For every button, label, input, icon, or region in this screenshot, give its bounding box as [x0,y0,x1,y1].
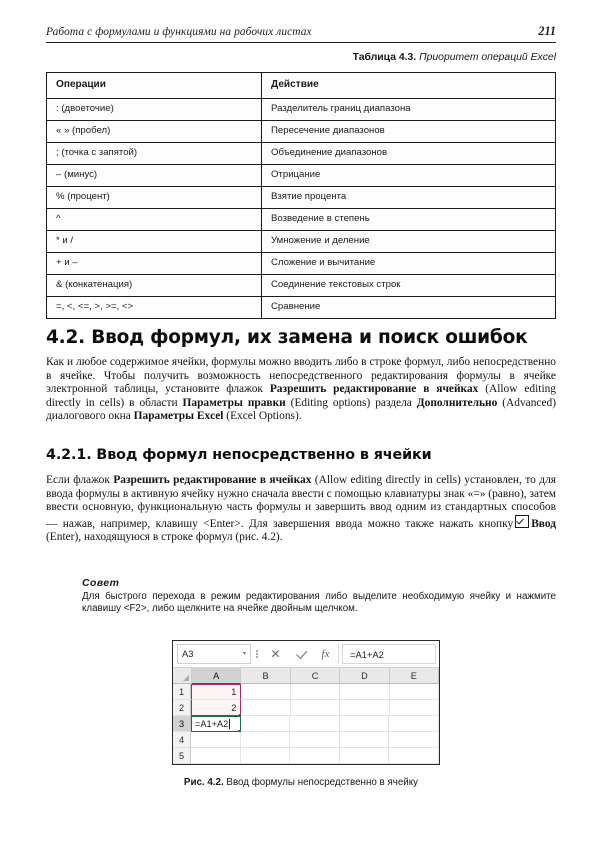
subsection-heading: 4.2.1. Ввод формул непосредственно в ячейки [46,447,432,463]
par-bold-term: Параметры правки [182,396,286,409]
cell-a5[interactable] [191,748,241,764]
cell-a3-active[interactable] [191,716,241,732]
row-header-4[interactable]: 4 [173,732,191,748]
enter-check-icon [515,515,529,528]
cell-e4[interactable] [389,732,439,748]
figure-caption-number: Рис. 4.2. [183,777,224,788]
cell-a3-value: =A1+A2 [195,719,229,729]
cell-operation: * и / [47,231,262,253]
check-icon [296,648,307,659]
table-row [47,187,556,209]
formula-bar-buttons [263,644,339,664]
cancel-button[interactable] [263,644,288,664]
cell-c2[interactable] [291,700,340,716]
figure-caption [46,777,556,788]
excel-screenshot-figure [172,640,440,765]
select-all-corner[interactable] [173,668,192,684]
table-row [47,297,556,319]
chevron-down-icon[interactable]: ▾ [242,651,246,657]
cell-action: Отрицание [262,165,556,187]
cell-b1[interactable] [241,684,290,700]
figure-caption-text: Ввод формулы непосредственно в ячейку [223,777,419,788]
table-header-row [47,73,556,99]
cell-d5[interactable] [340,748,390,764]
cell-action: Умножение и деление [262,231,556,253]
subsection-paragraph [46,474,556,545]
par-bold-term: Разрешить редактирование в ячейках [113,474,312,486]
cell-action: Соединение текстовых строк [262,275,556,297]
grid-row-4 [173,732,439,748]
section-paragraph [46,356,556,424]
cell-operation: – (минус) [47,165,262,187]
column-header-e[interactable]: E [390,668,439,684]
grid-row-5 [173,748,439,764]
cell-d4[interactable] [340,732,390,748]
cell-action: Сравнение [262,297,556,319]
column-header-d[interactable]: D [340,668,389,684]
grid-row-2 [173,700,439,716]
cell-action: Взятие процента [262,187,556,209]
tip-title: Совет [82,578,120,589]
formula-bar [173,641,439,668]
table-row [47,99,556,121]
table-row [47,121,556,143]
name-box-value: A3 [182,649,194,659]
grid-row-1 [173,684,439,700]
name-box[interactable] [177,644,251,664]
column-header-action: Действие [262,73,556,99]
cell-c3[interactable] [290,716,340,732]
row-header-1[interactable]: 1 [173,684,191,700]
column-header-b[interactable]: B [241,668,290,684]
cell-b3[interactable] [241,716,291,732]
table-caption-number: Таблица 4.3. [352,52,417,63]
table-row [47,165,556,187]
cell-c5[interactable] [290,748,340,764]
par-text: (Advanced) диалогового окна [46,396,556,423]
cell-operation: + и – [47,253,262,275]
cell-d1[interactable] [340,684,389,700]
table-row [47,209,556,231]
grid-row-3 [173,716,439,732]
cell-b2[interactable] [241,700,290,716]
par-text: Как и любое содержимое ячейки, формулы можно вводить либо в строке формул, либо непосредственно в ячейке. Чтобы получить возможность непосредственного редактирования формулы в ячейке электронной таблицы, установите флажок [46,356,556,396]
operator-priority-table [46,72,556,319]
row-header-5[interactable]: 5 [173,748,191,764]
close-icon: ✕ [270,647,281,661]
cell-operation: ; (точка с запятой) [47,143,262,165]
table-caption-text: Приоритет операций Excel [416,52,556,63]
par-text: (Allow editing directly in cells) установлен, то для ввода формулы в активную ячейку нужно сначала ввести с помощью клавиатуры знак «=» (равно), затем ввести основную, функциональную часть формулы и завершить ввод одним из стандартных способов — нажав, например, клавишу <Enter>. Для завершения ввода можно также нажать кнопку [46,474,556,530]
cell-b5[interactable] [241,748,291,764]
cell-c1[interactable] [291,684,340,700]
cell-action: Объединение диапазонов [262,143,556,165]
cell-b4[interactable] [241,732,291,748]
running-title: Работа с формулами и функциями на рабочих листах [46,26,312,38]
par-text: (Excel Options). [223,410,302,423]
table-row [47,253,556,275]
cell-action: Разделитель границ диапазона [262,99,556,121]
section-heading: 4.2. Ввод формул, их замена и поиск ошибок [46,327,528,348]
page-number: 211 [538,24,556,38]
formula-input[interactable] [342,644,436,664]
page-header [46,24,556,43]
cell-c4[interactable] [290,732,340,748]
cell-operation: & (конкатенация) [47,275,262,297]
tip-body: Для быстрого перехода в режим редактирования либо выделите необходимую ячейку и нажмите клавишу <F2>, либо щелкните на ячейке двойным щелчком. [82,591,556,615]
par-text: (Editing options) раздела [285,396,417,409]
cell-a2[interactable]: 2 [191,700,241,716]
spreadsheet-grid [173,668,439,764]
tip-block [82,578,556,616]
cell-operation: : (двоеточие) [47,99,262,121]
table-caption [46,52,556,63]
cell-a1[interactable]: 1 [191,684,241,700]
text-caret [229,719,230,729]
cell-action: Пересечение диапазонов [262,121,556,143]
formula-input-value: =A1+A2 [350,648,384,660]
cell-d2[interactable] [340,700,389,716]
cell-d3[interactable] [340,716,390,732]
par-text: (Allow editing directly in cells) в области [46,383,557,409]
cell-operation: ^ [47,209,262,231]
column-header-c[interactable]: C [291,668,340,684]
column-header-row [173,668,439,684]
cell-action: Сложение и вычитание [262,253,556,275]
par-bold-term: Параметры Excel [133,410,224,423]
par-bold-term: Разрешить редактирование в ячейках [269,383,479,396]
par-bold-term: Ввод [531,517,556,530]
enter-button[interactable] [288,644,313,664]
column-header-a[interactable]: A [192,668,241,684]
column-header-operations: Операции [47,73,262,99]
cell-e2[interactable] [390,700,439,716]
cell-e5[interactable] [389,748,439,764]
par-bold-term: Дополнительно [416,396,498,409]
cell-operation: % (процент) [47,187,262,209]
formula-bar-separator-icon [251,644,263,664]
table-row [47,275,556,297]
row-header-3[interactable]: 3 [173,716,191,732]
row-header-2[interactable]: 2 [173,700,191,716]
insert-function-button[interactable]: fx [313,644,339,664]
par-text: Если флажок [46,474,114,486]
table-row [47,231,556,253]
table-row [47,143,556,165]
cell-a4[interactable] [191,732,241,748]
cell-e3[interactable] [389,716,439,732]
cell-e1[interactable] [390,684,439,700]
par-text: (Enter), находящуюся в строке формул (рис. 4.2). [46,531,283,544]
cell-action: Возведение в степень [262,209,556,231]
cell-operation: =, <, <=, >, >=, <> [47,297,262,319]
cell-operation: « » (пробел) [47,121,262,143]
